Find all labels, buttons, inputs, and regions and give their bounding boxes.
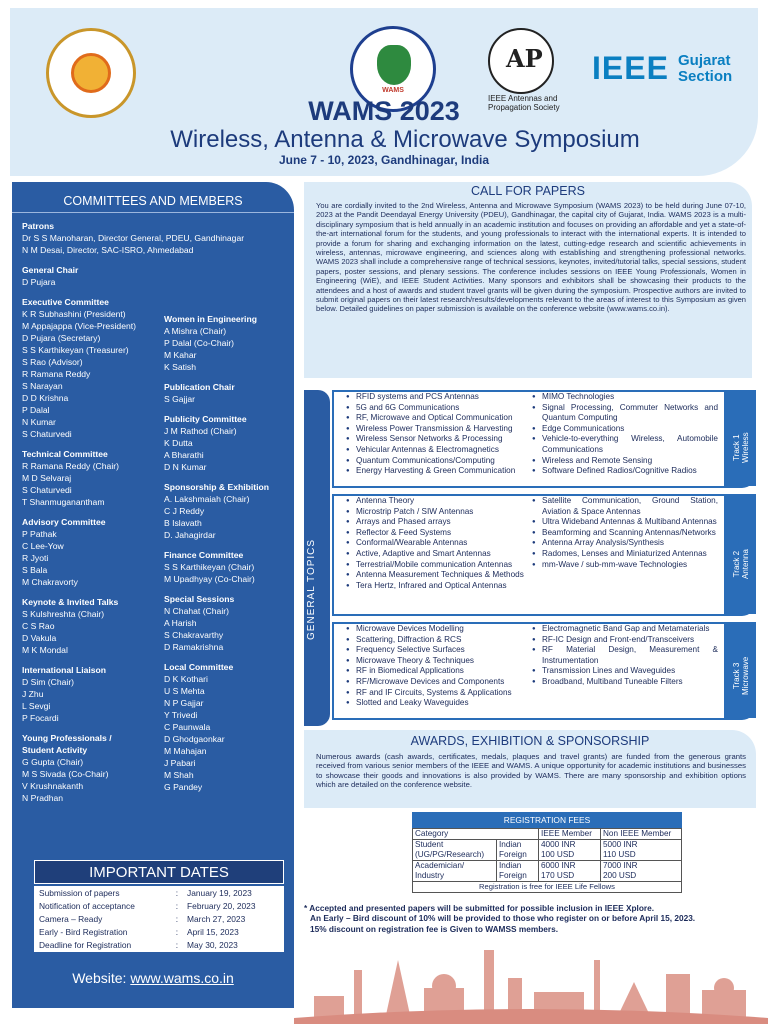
committee-member: J Zhu: [22, 689, 44, 699]
committees-right-column: [164, 313, 294, 801]
date-row: [35, 887, 284, 900]
fees-table: [412, 828, 682, 882]
track-tab: [724, 496, 756, 614]
committee-member: B Islavath: [164, 518, 202, 528]
committee-member: R Jyoti: [22, 553, 49, 563]
committee-title: Local Committee: [164, 662, 234, 672]
date-row: [35, 926, 284, 939]
ieee-logo-text: IEEE: [592, 50, 669, 86]
city-skyline-illustration: [294, 930, 768, 1024]
topic-item: ● Energy Harvesting & Green Communication: [346, 466, 526, 477]
committee-member: D K Kothari: [164, 674, 208, 684]
footnote: * Accepted and presented papers will be submitted for possible inclusion in IEEE Xplore.: [304, 903, 655, 913]
topic-item: ● Microstrip Patch / SIW Antennas: [346, 507, 526, 518]
committee-title: Patrons: [22, 221, 54, 231]
committee-member: D D Krishna: [22, 393, 69, 403]
committee-member: G Pandey: [164, 782, 203, 792]
registration-fees: [412, 812, 682, 893]
committee-member: S Narayan: [22, 381, 63, 391]
topic-item: ● Frequency Selective Surfaces: [346, 645, 526, 656]
committee-member: J Pabari: [164, 758, 196, 768]
topic-item: ● Antenna Array Analysis/Synthesis: [532, 538, 718, 549]
committee-member: C Paunwala: [164, 722, 211, 732]
committee-member: S Chaturvedi: [22, 429, 72, 439]
fees-ieee-value: 6000 INR 170 USD: [539, 861, 601, 882]
committee-title: Sponsorship & Exhibition: [164, 482, 270, 492]
topic-track: [332, 622, 756, 720]
topic-item: ● Microwave Theory & Techniques: [346, 656, 526, 667]
committee-member: K R Subhashini (President): [22, 309, 126, 319]
committee-group: [164, 313, 294, 373]
awards-section: [304, 730, 756, 808]
topic-item: ● RF in Biomedical Applications: [346, 666, 526, 677]
committee-title: General Chair: [22, 265, 79, 275]
committee-group: [164, 549, 294, 585]
topic-item: ● Microwave Devices Modelling: [346, 624, 526, 635]
date-row: [35, 913, 284, 926]
topic-item: ● RF/Microwave Devices and Components: [346, 677, 526, 688]
date-row: [35, 900, 284, 913]
topic-item: ● 5G and 6G Communications: [346, 403, 526, 414]
committee-member: V Krushnakanth: [22, 781, 84, 791]
topic-track: [332, 494, 756, 616]
topic-item: ● Edge Communications: [532, 424, 718, 435]
committee-member: M Mahajan: [164, 746, 207, 756]
important-dates: [34, 860, 284, 952]
topic-item: ● Arrays and Phased arrays: [346, 517, 526, 528]
committee-member: R Ramana Reddy: [22, 369, 91, 379]
committee-member: D Pujara (Secretary): [22, 333, 101, 343]
topic-item: ● MIMO Technologies: [532, 392, 718, 403]
call-for-papers: [304, 182, 752, 378]
committee-member: L Sevgi: [22, 701, 51, 711]
date-label: Submission of papers: [35, 887, 172, 900]
date-date: March 27, 2023: [183, 913, 284, 926]
date-label: Notification of acceptance: [35, 900, 172, 913]
committee-member: C J Reddy: [164, 506, 205, 516]
aps-logo: AP: [488, 28, 554, 94]
fees-ieee-value: 4000 INR 100 USD: [539, 840, 601, 861]
committee-member: G Gupta (Chair): [22, 757, 84, 767]
date-sep: :: [171, 913, 182, 926]
awards-body: Numerous awards (cash awards, certificates, medals, plaques and travel grants) are funded from the generous grants received from various senior members of the IEEE and WAMS. A unique opportunity for academic institutions and businesses to showcase their goods and innovations is also provided by WAMS. There are many sponsorship and exhibition options which are detailed on the conference website.: [316, 752, 746, 789]
topic-item: ● RFID systems and PCS Antennas: [346, 392, 526, 403]
committee-group: [164, 661, 294, 793]
committee-member: S Bala: [22, 565, 48, 575]
fees-non-ieee-value: 7000 INR 200 USD: [601, 861, 682, 882]
committee-group: [164, 593, 294, 653]
committee-member: R Ramana Reddy (Chair): [22, 461, 119, 471]
committee-title: Publication Chair: [164, 382, 235, 392]
topic-item: ● Quantum Communications/Computing: [346, 456, 526, 467]
committee-title: Technical Committee: [22, 449, 108, 459]
committee-member: J M Rathod (Chair): [164, 426, 237, 436]
committee-member: A Harish: [164, 618, 197, 628]
committee-member: M Appajappa (Vice-President): [22, 321, 137, 331]
committee-group: [164, 381, 294, 405]
committee-group: [22, 264, 288, 288]
topic-item: ● Wireless and Remote Sensing: [532, 456, 718, 467]
topic-item: ● Wireless Power Transmission & Harvesting: [346, 424, 526, 435]
committee-member: M Upadhyay (Co-Chair): [164, 574, 255, 584]
footnote: 15% discount on registration fee is Given to WAMSS members.: [310, 923, 559, 934]
fees-note: Registration is free for IEEE Life Fellows: [412, 882, 682, 893]
date-date: January 19, 2023: [183, 887, 284, 900]
topic-column: [346, 496, 526, 591]
committee-member: P Pathak: [22, 529, 57, 539]
website-label: Website:: [72, 970, 127, 986]
topic-item: ● Scattering, Diffraction & RCS: [346, 635, 526, 646]
topic-item: ● Antenna Measurement Techniques & Methods: [346, 570, 526, 581]
committee-title: Finance Committee: [164, 550, 244, 560]
committee-member: K Dutta: [164, 438, 193, 448]
topic-column: [532, 496, 718, 570]
date-sep: :: [171, 939, 182, 952]
fees-heading: REGISTRATION FEES: [412, 812, 682, 828]
committee-member: Dr S S Manoharan, Director General, PDEU, Gandhinagar: [22, 233, 245, 243]
date-sep: :: [171, 926, 182, 939]
topic-item: ● RF, Microwave and Optical Communication: [346, 413, 526, 424]
committee-member: D Vakula: [22, 633, 57, 643]
topic-item: ● Software Defined Radios/Cognitive Radios: [532, 466, 718, 477]
topic-item: ● Slotted and Leaky Waveguides: [346, 698, 526, 709]
committee-member: S Chaturvedi: [22, 485, 72, 495]
committee-member: S Rao (Advisor): [22, 357, 83, 367]
committee-title: Executive Committee: [22, 297, 109, 307]
topic-item: ● Wireless Sensor Networks & Processing: [346, 434, 526, 445]
topic-item: ● Satellite Communication, Ground Station, Aviation & Space Antennas: [532, 496, 718, 517]
important-dates-table: [34, 886, 284, 952]
date-date: February 20, 2023: [183, 900, 284, 913]
committee-title: Special Sessions: [164, 594, 235, 604]
committee-title: Advisory Committee: [22, 517, 106, 527]
topic-column: [532, 624, 718, 688]
page-title: WAMS 2023: [308, 96, 460, 126]
topic-item: ● RF Material Design, Measurement & Instrumentation: [532, 645, 718, 666]
topic-item: ● Ultra Wideband Antennas & Multiband Antennas: [532, 517, 718, 528]
committee-member: N Pradhan: [22, 793, 64, 803]
committee-member: A Bharathi: [164, 450, 204, 460]
committee-member: S Gajjar: [164, 394, 196, 404]
topic-item: ● Antenna Theory: [346, 496, 526, 507]
topic-column: [346, 392, 526, 477]
track-tab: [724, 624, 756, 718]
committees-panel: [12, 182, 294, 1008]
ieee-section-text: Gujarat Section: [678, 52, 733, 85]
topic-item: ● Terrestrial/Mobile communication Antennas: [346, 560, 526, 571]
track-label: Track 2 Antenna: [732, 549, 750, 579]
fees-sub: Indian Foreign: [497, 840, 539, 861]
topic-column: [532, 392, 718, 477]
topic-item: ● Broadband, Multiband Tuneable Filters: [532, 677, 718, 688]
topic-item: ● RF and IF Circuits, Systems & Applications: [346, 688, 526, 699]
date-label: Camera – Ready: [35, 913, 172, 926]
committee-member: P Focardi: [22, 713, 59, 723]
committee-member: D N Kumar: [164, 462, 207, 472]
fees-col-category: Category: [413, 829, 539, 840]
committee-title: Keynote & Invited Talks: [22, 597, 119, 607]
topic-item: ● RF-IC Design and Front-end/Transceivers: [532, 635, 718, 646]
fees-sub: Indian Foreign: [497, 861, 539, 882]
committees-heading: COMMITTEES AND MEMBERS: [12, 194, 294, 213]
website-line: [12, 970, 294, 986]
date-label: Deadline for Registration: [35, 939, 172, 952]
cfp-heading: CALL FOR PAPERS: [471, 184, 585, 198]
track-label: Track 1 Wireless: [732, 432, 750, 463]
committee-member: S Chakravarthy: [164, 630, 224, 640]
committee-member: N Chahat (Chair): [164, 606, 229, 616]
fees-col-ieee: IEEE Member: [539, 829, 601, 840]
committee-member: D Ghodgaonkar: [164, 734, 225, 744]
committee-member: D Ramakrishna: [164, 642, 224, 652]
date-row: [35, 939, 284, 952]
topic-item: ● Signal Processing, Commuter Networks and Quantum Computing: [532, 403, 718, 424]
committee-member: D Pujara: [22, 277, 56, 287]
fees-non-ieee-value: 5000 INR 110 USD: [601, 840, 682, 861]
committee-member: S Kulshreshta (Chair): [22, 609, 105, 619]
committee-member: A. Lakshmaiah (Chair): [164, 494, 250, 504]
event-date-place: June 7 - 10, 2023, Gandhinagar, India: [278, 153, 490, 167]
topic-item: ● mm-Wave / sub-mm-wave Technologies: [532, 560, 718, 571]
cfp-body: You are cordially invited to the 2nd Wireless, Antenna and Microwave Symposium (WAMS 2023) to be held during June 07-10, 2023 at the Pandit Deendayal Energy University (PDEU), Gandhinagar, the capital city of Gujarat, India. WAMS 2023 is a multi-disciplinary symposium that is held annually in an academic institution and focuses on providing an affordable and yet a state-of-the-art international forum for the students, and young professionals to interact with the international experts. It is intended to provide a forum for sharing and exchanging information on the latest, cutting-edge research and scientific achievements in wireless, antennas, microwave engineering, and sciences along with establishing and strengthening professional networks. WAMS 2023 shall include a comprehensive range of technical sessions, keynotes, invited/tutorial talks, special sessions, student papers, poster sessions, and plenary sessions. The conference includes sessions on IEEE Young Professionals, Women in Engineering (WiE), and IEEE Student Activities. Many sponsors and exhibitors shall be showcasing their products to the attendees and a host of awards and student travel grants will be given during the symposium. Prospective authors are invited to submit original papers on their latest research/results/developments relevant to the areas of interest to this Symposium as given below. Detailed guidelines on paper submission is available on the conference website (www.wams.co.in).: [316, 201, 746, 314]
committee-member: M Kahar: [164, 350, 197, 360]
topic-item: ● Active, Adaptive and Smart Antennas: [346, 549, 526, 560]
committee-group: [22, 220, 288, 256]
date-date: April 15, 2023: [183, 926, 284, 939]
committee-member: M D Selvaraj: [22, 473, 72, 483]
committee-group: [164, 413, 294, 473]
committee-member: M Chakravorty: [22, 577, 78, 587]
page-subtitle: Wireless, Antenna & Microwave Symposium: [170, 126, 640, 153]
topic-item: ● Tera Hertz, Infrared and Optical Antennas: [346, 581, 526, 592]
committee-member: D. Jahagirdar: [164, 530, 216, 540]
fees-category: Academician/ Industry: [413, 861, 497, 882]
topic-item: ● Beamforming and Scanning Antennas/Networks: [532, 528, 718, 539]
aps-caption: IEEE Antennas and Propagation Society: [488, 94, 560, 112]
committee-member: Y Trivedi: [164, 710, 198, 720]
date-sep: :: [171, 900, 182, 913]
topic-item: ● Conformal/Wearable Antennas: [346, 538, 526, 549]
committee-title: Publicity Committee: [164, 414, 247, 424]
committee-member: M S Sivada (Co-Chair): [22, 769, 109, 779]
committee-member: T Shanmuganantham: [22, 497, 105, 507]
track-tab: [724, 392, 756, 486]
committee-member: D Sim (Chair): [22, 677, 75, 687]
topic-item: ● Transmission Lines and Waveguides: [532, 666, 718, 677]
footnote: An Early – Bird discount of 10% will be provided to those who register on or before April 15, 2023.: [310, 913, 696, 924]
committee-member: N Kumar: [22, 417, 56, 427]
committee-member: S S Karthikeyan (Chair): [164, 562, 255, 572]
committee-member: P Dalal (Co-Chair): [164, 338, 235, 348]
committee-title: Young Professionals / Student Activity: [22, 733, 112, 755]
awards-heading: AWARDS, EXHIBITION & SPONSORSHIP: [410, 734, 650, 748]
date-label: Early - Bird Registration: [35, 926, 172, 939]
website-link[interactable]: www.wams.co.in: [130, 970, 234, 986]
committee-member: S S Karthikeyan (Treasurer): [22, 345, 129, 355]
committee-title: Women in Engineering: [164, 314, 257, 324]
topic-item: ● Vehicular Antennas & Electromagnetics: [346, 445, 526, 456]
track-label: Track 3 Microwave: [732, 656, 750, 695]
committee-member: K Satish: [164, 362, 197, 372]
committee-member: M K Mondal: [22, 645, 68, 655]
committee-group: [164, 481, 294, 541]
fees-col-non-ieee: Non IEEE Member: [601, 829, 682, 840]
topic-item: ● Radomes, Lenses and Miniaturized Antennas: [532, 549, 718, 560]
topic-column: [346, 624, 526, 709]
date-date: May 30, 2023: [183, 939, 284, 952]
committee-member: U S Mehta: [164, 686, 205, 696]
committee-member: A Mishra (Chair): [164, 326, 227, 336]
committee-title: International Liaison: [22, 665, 107, 675]
topic-track: [332, 390, 756, 488]
fees-category: Student (UG/PG/Research): [413, 840, 497, 861]
committee-member: N M Desai, Director, SAC-ISRO, Ahmedabad: [22, 245, 194, 255]
topic-item: ● Vehicle-to-everything Wireless, Automobile Communications: [532, 434, 718, 455]
committee-member: N P Gajjar: [164, 698, 204, 708]
general-topics-label: GENERAL TOPICS: [306, 538, 317, 640]
committee-member: P Dalal: [22, 405, 50, 415]
date-sep: :: [171, 887, 182, 900]
important-dates-heading: IMPORTANT DATES: [34, 860, 284, 884]
committee-member: C S Rao: [22, 621, 55, 631]
topic-item: ● Electromagnetic Band Gap and Metamaterials: [532, 624, 718, 635]
committee-member: C Lee-Yow: [22, 541, 64, 551]
india-map-icon: [377, 45, 411, 85]
committee-member: M Shah: [164, 770, 194, 780]
topic-item: ● Reflector & Feed Systems: [346, 528, 526, 539]
wams-logo-text: WAMS: [382, 87, 404, 94]
